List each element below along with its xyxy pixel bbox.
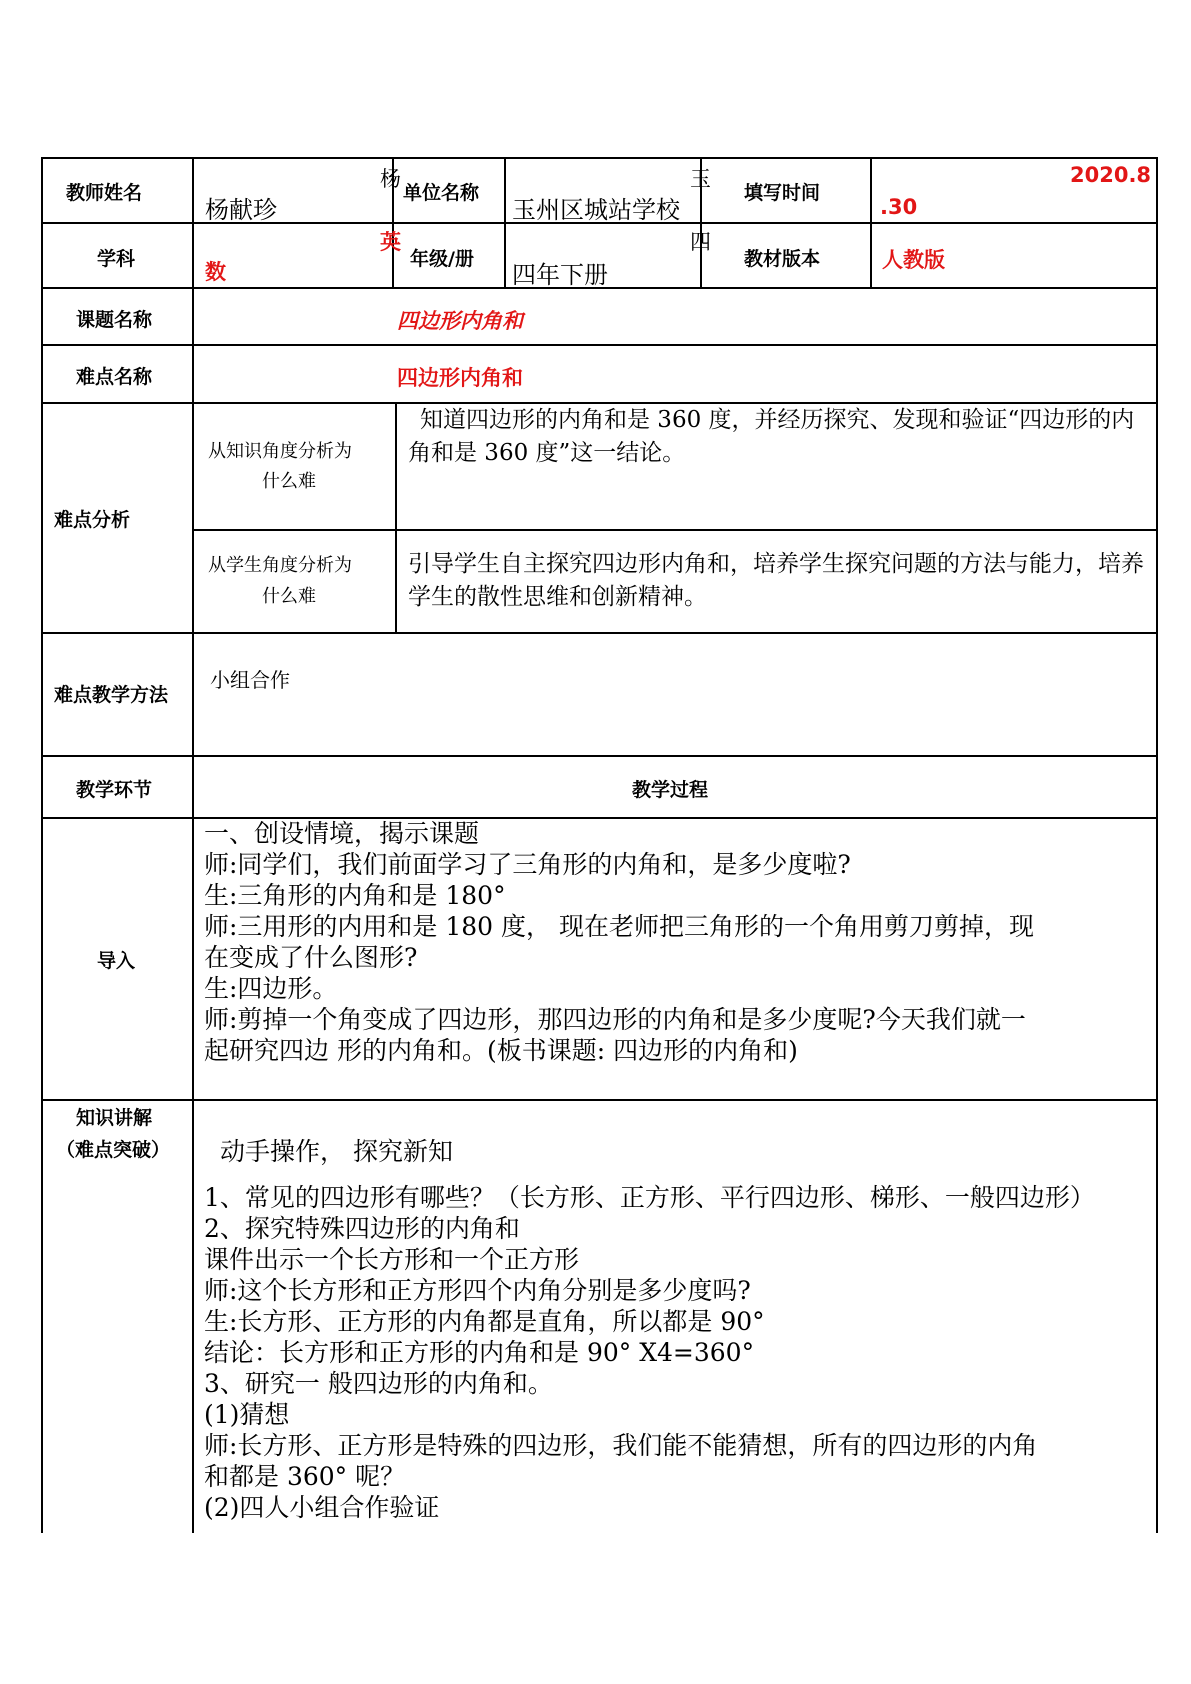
knowledge-line: 生:长方形、正方形的内角都是直角，所以都是 90° (204, 1307, 765, 1336)
grade-label: 年级/册 (410, 248, 474, 270)
knowledge-heading: 动手操作， 探究新知 (220, 1137, 453, 1166)
grade-overflow: 四 (690, 230, 711, 254)
student-reason-label-1: 从学生角度分析为 (208, 555, 352, 576)
subject-overflow: 英 (380, 230, 401, 254)
v-line (41, 157, 43, 1533)
intro-line: 生:三角形的内角和是 180° (204, 881, 506, 910)
knowledge-line: 师:长方形、正方形是特殊的四边形，我们能不能猜想，所有的四边形的内角 (204, 1431, 1038, 1460)
topic-value: 四边形内角和 (397, 309, 523, 333)
knowledge-label-2: （难点突破） (56, 1139, 171, 1161)
v-line (1156, 157, 1158, 1533)
knowledge-line: 课件出示一个长方形和一个正方形 (204, 1245, 580, 1274)
analysis-label: 难点分析 (54, 509, 131, 531)
unit-label: 单位名称 (403, 182, 480, 204)
v-line (870, 157, 872, 288)
h-line (41, 157, 1158, 159)
v-line (504, 157, 506, 288)
knowledge-line: (2)四人小组合作验证 (204, 1493, 440, 1522)
v-line (192, 157, 194, 1533)
difficulty-value: 四边形内角和 (397, 366, 523, 390)
intro-line: 起研究四边 形的内角和。(板书课题: 四边形的内角和) (204, 1036, 798, 1065)
v-line (395, 402, 397, 633)
intro-line: 师:剪掉一个角变成了四边形，那四边形的内角和是多少度呢?今天我们就一 (204, 1005, 1026, 1034)
process-header: 教学过程 (632, 779, 709, 801)
teacher-overflow: 杨 (380, 167, 401, 191)
intro-content (204, 818, 1154, 1066)
grade-value: 四年下册 (512, 261, 608, 289)
h-line (41, 755, 1158, 757)
knowledge-content (204, 1182, 1154, 1523)
subject-value: 数 (205, 260, 226, 284)
knowledge-line: 师:这个长方形和正方形四个内角分别是多少度吗? (204, 1276, 751, 1305)
topic-label: 课题名称 (76, 309, 153, 331)
unit-name: 玉州区城站学校 (512, 196, 680, 224)
intro-line: 师:三用形的内用和是 180 度， 现在老师把三角形的一个角用剪刀剪掉，现 (204, 912, 1034, 941)
teacher-name: 杨献珍 (205, 196, 277, 224)
student-reason-label-2: 什么难 (262, 586, 316, 607)
knowledge-label-1: 知识讲解 (76, 1107, 153, 1129)
knowledge-line: 3、研究一 般四边形的内角和。 (204, 1369, 553, 1398)
h-line (41, 344, 1158, 346)
h-line (41, 1099, 1158, 1101)
teacher-label: 教师姓名 (66, 182, 143, 204)
intro-line: 一、创设情境，揭示课题 (204, 819, 480, 848)
unit-overflow: 玉 (690, 167, 711, 191)
difficulty-label: 难点名称 (76, 366, 153, 388)
edition-label: 教材版本 (744, 248, 821, 270)
intro-label: 导入 (97, 950, 136, 972)
knowledge-line: 1、常见的四边形有哪些？（长方形、正方形、平行四边形、梯形、一般四边形） (204, 1183, 1095, 1212)
intro-line: 在变成了什么图形? (204, 943, 418, 972)
method-value: 小组合作 (210, 668, 290, 692)
knowledge-line: 结论：长方形和正方形的内角和是 90° X4=360° (204, 1338, 755, 1367)
knowledge-reason-text: 知道四边形的内角和是 360 度，并经历探究、发现和验证“四边形的内角和是 360 度”这一结论。 (408, 407, 1135, 466)
knowledge-reason-label-2: 什么难 (262, 471, 316, 492)
date-line1: 2020.8 (1070, 163, 1152, 187)
subject-label: 学科 (97, 248, 136, 270)
knowledge-line: (1)猜想 (204, 1400, 290, 1429)
stage-header: 教学环节 (76, 779, 153, 801)
knowledge-reason-label-1: 从知识角度分析为 (208, 441, 352, 462)
student-reason-text: 引导学生自主探究四边形内角和，培养学生探究问题的方法与能力，培养学生的散性思维和创新精神。 (408, 551, 1144, 610)
intro-line: 生:四边形。 (204, 974, 338, 1003)
knowledge-line: 2、探究特殊四边形的内角和 (204, 1214, 520, 1243)
h-line (41, 632, 1158, 634)
intro-line: 师:同学们，我们前面学习了三角形的内角和，是多少度啦? (204, 850, 851, 879)
knowledge-line: 和都是 360° 呢？ (204, 1462, 406, 1491)
edition-value: 人教版 (882, 248, 945, 272)
method-label: 难点教学方法 (54, 684, 169, 706)
h-line (192, 529, 1158, 531)
date-label: 填写时间 (744, 182, 821, 204)
date-line2: .30 (880, 195, 918, 219)
